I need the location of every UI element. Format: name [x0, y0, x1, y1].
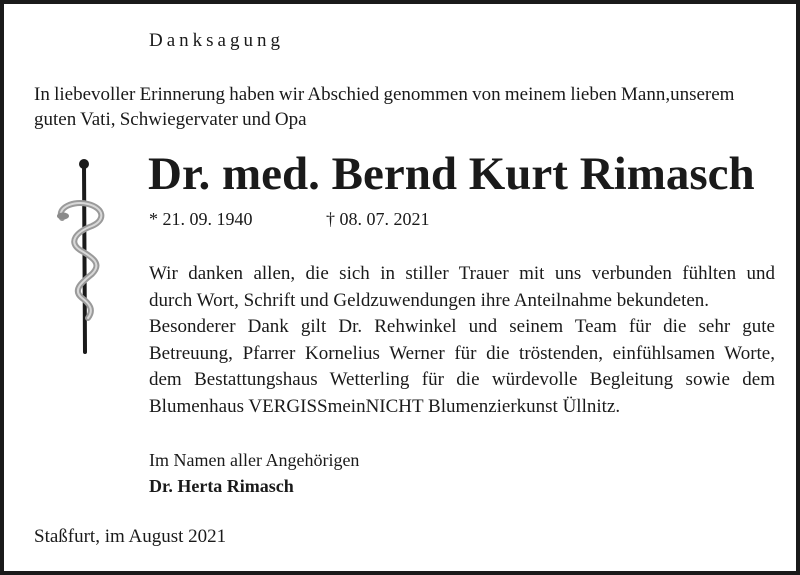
thanks-line: Betreuung, Pfarrer Kornelius Werner für die tröstenden, einfühlsamen Worte,: [149, 342, 775, 364]
thanks-line: Besonderer Dank gilt Dr. Rehwinkel und seinem Team für die sehr gute: [149, 316, 775, 337]
closing-text: Im Namen aller Angehörigen: [149, 450, 360, 470]
rod-of-asclepius-icon: [54, 156, 114, 356]
birth-date: * 21. 09. 1940: [149, 209, 253, 229]
deceased-name: Dr. med. Bernd Kurt Rimasch: [148, 148, 755, 200]
intro-text: [34, 82, 784, 132]
signer-name: Dr. Herta Rimasch: [149, 476, 294, 496]
place-date: Staßfurt, im August 2021: [34, 526, 227, 547]
intro-line: In liebevoller Erinnerung haben wir Abschied genommen von meinem lieben Mann,unserem: [34, 84, 735, 105]
thanks-text: [149, 261, 775, 420]
thanks-line: dem Bestattungshaus Wetterling für die würdevolle Begleitung sowie dem: [149, 369, 775, 390]
death-date: † 08. 07. 2021: [326, 209, 430, 229]
thanks-line: Wir danken allen, die sich in stiller Trauer mit uns verbunden fühlten und: [149, 263, 775, 284]
closing-block: [149, 447, 359, 499]
intro-line: guten Vati, Schwiegervater und Opa: [34, 109, 307, 130]
thanks-line: Blumenhaus VERGISSmeinNICHT Blumenzierkunst Üllnitz.: [149, 395, 621, 417]
thanks-line: durch Wort, Schrift und Geldzuwendungen ihre Anteilnahme bekundeten.: [149, 289, 710, 311]
notice-heading: Danksagung: [149, 30, 284, 51]
